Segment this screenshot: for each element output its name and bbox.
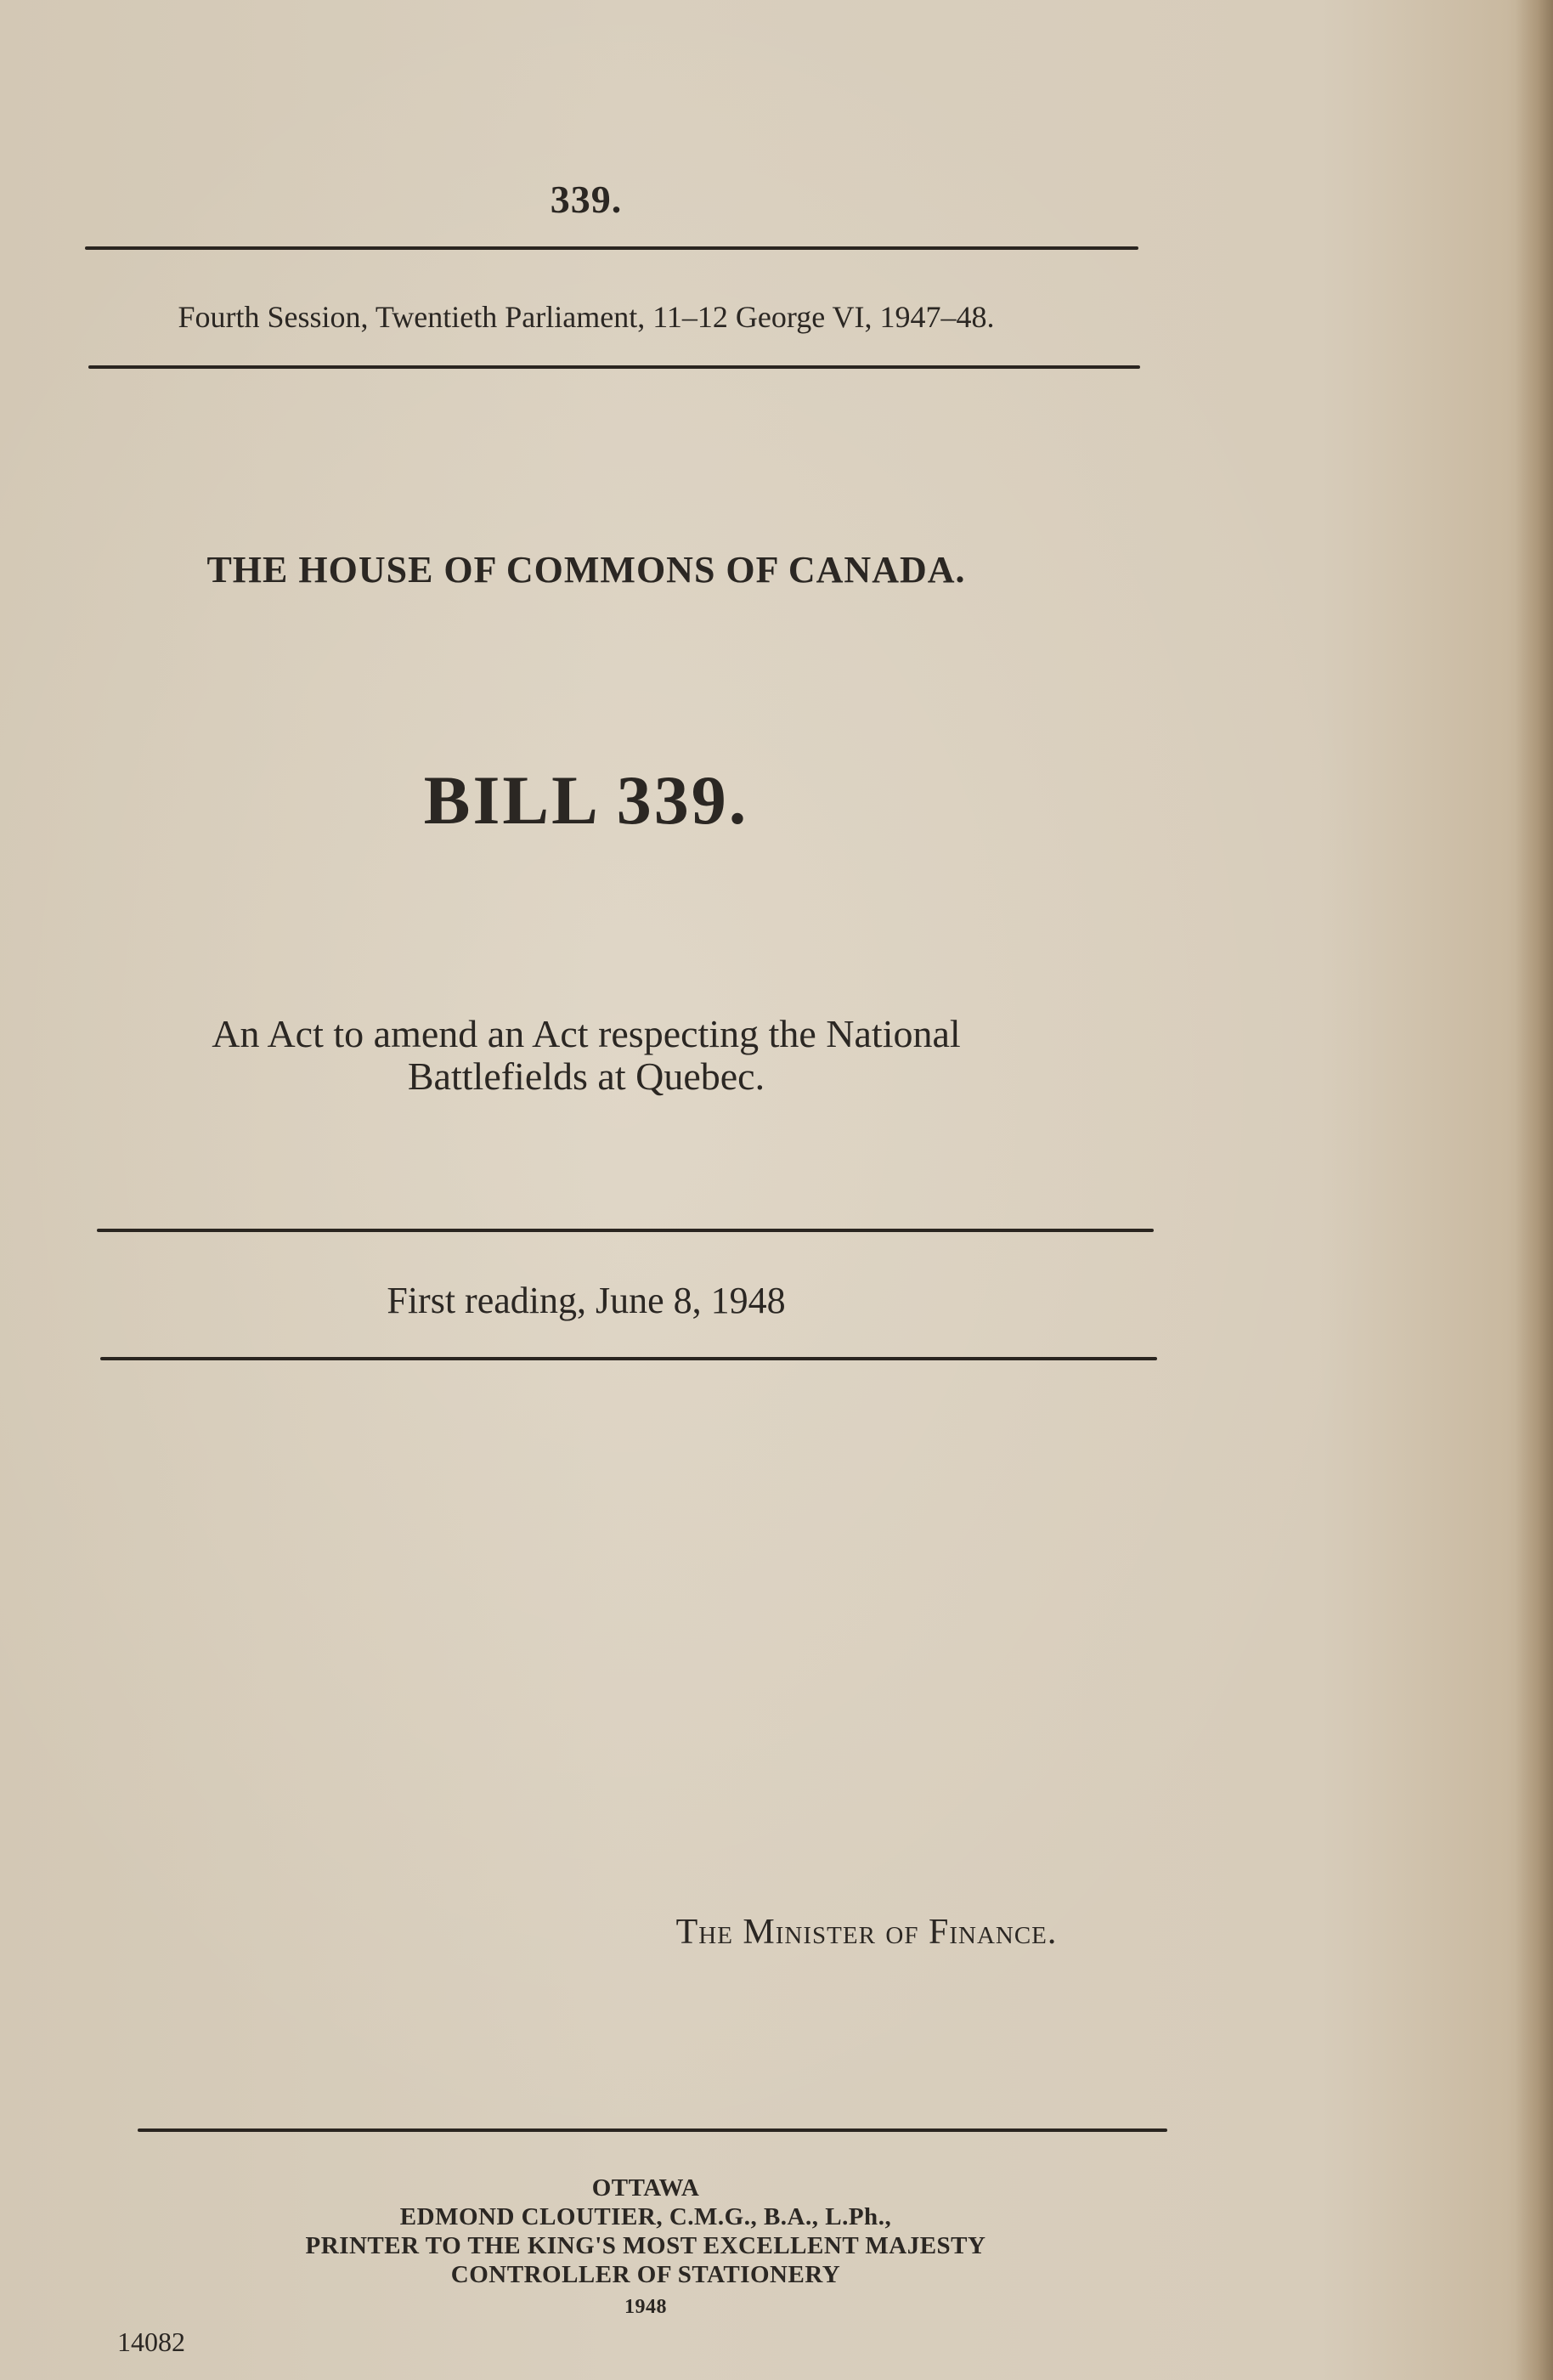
divider-rule [85, 246, 1138, 250]
imprint-printer: EDMOND CLOUTIER, C.M.G., B.A., L.Ph., [399, 2203, 892, 2230]
session-line: Fourth Session, Twentieth Parliament, 11–12 George VI, 1947–48. [178, 300, 995, 334]
minister-sponsor: The Minister of Finance. [675, 1913, 1058, 1952]
page-number: 339. [550, 178, 623, 221]
bill-title-line-2: Battlefields at Quebec. [407, 1054, 765, 1098]
imprint-year: 1948 [624, 2296, 667, 2318]
divider-rule [88, 365, 1140, 369]
page-edge-shadow [1516, 0, 1553, 2380]
divider-rule [100, 1357, 1157, 1360]
bill-number: BILL 339. [423, 761, 749, 839]
print-code: 14082 [117, 2326, 185, 2357]
divider-rule [97, 1229, 1154, 1232]
imprint-city: OTTAWA [591, 2174, 700, 2202]
bill-title-line-1: An Act to amend an Act respecting the National [212, 1012, 961, 1055]
first-reading-date: First reading, June 8, 1948 [387, 1280, 786, 1321]
imprint-role-controller: CONTROLLER OF STATIONERY [450, 2261, 841, 2288]
house-heading: THE HOUSE OF COMMONS OF CANADA. [206, 549, 966, 591]
imprint-role-printer: PRINTER TO THE KING'S MOST EXCELLENT MAJESTY [305, 2232, 986, 2259]
divider-rule [138, 2128, 1167, 2132]
